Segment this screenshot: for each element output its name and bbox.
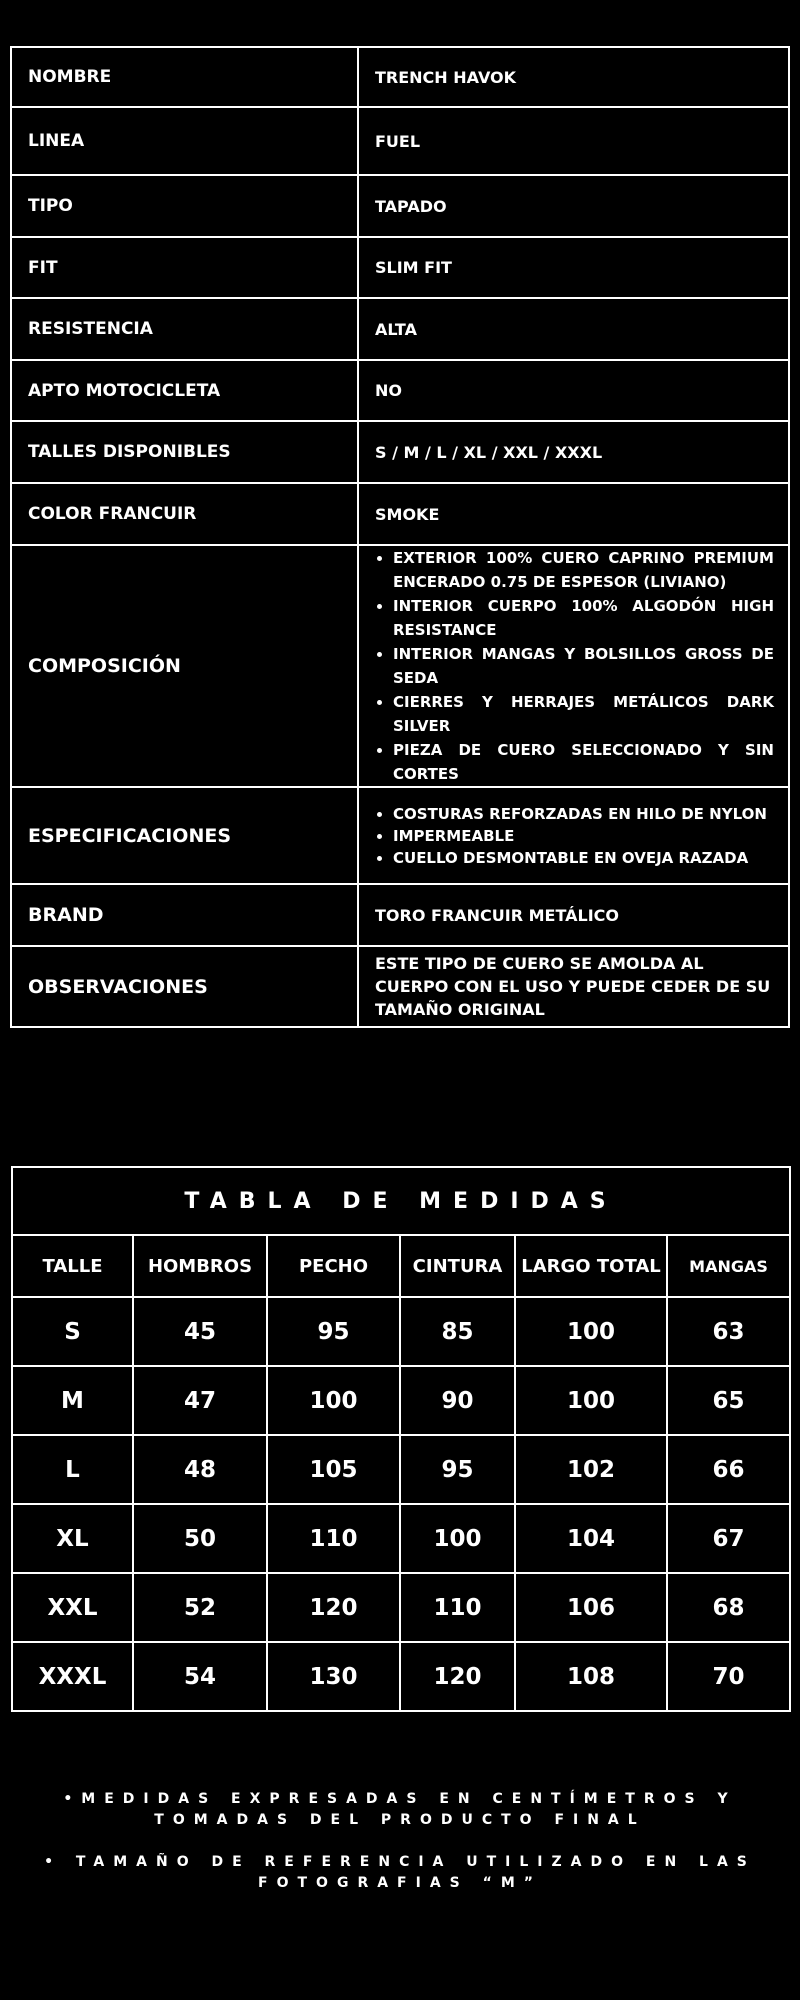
spec-row-nombre xyxy=(11,47,789,107)
list-item: • PIEZA DE CUERO SELECCIONADO Y SIN CORTES xyxy=(393,738,774,786)
table-row xyxy=(12,1504,790,1573)
spec-value: FUEL xyxy=(358,107,789,175)
spec-row-especificaciones xyxy=(11,787,789,884)
spec-value: S / M / L / XL / XXL / XXXL xyxy=(358,421,789,483)
column-header-hombros: HOMBROS xyxy=(133,1235,267,1297)
table-cell: 67 xyxy=(667,1504,790,1573)
column-header-talle: TALLE xyxy=(12,1235,133,1297)
table-row xyxy=(12,1573,790,1642)
list-item: • CIERRES Y HERRAJES METÁLICOS DARK SILVER xyxy=(393,690,774,738)
column-header-cintura: CINTURA xyxy=(400,1235,515,1297)
list-item: • INTERIOR CUERPO 100% ALGODÓN HIGH RESISTANCE xyxy=(393,594,774,642)
column-header-largo-total: LARGO TOTAL xyxy=(515,1235,667,1297)
note-reference-size: • TAMAÑO DE REFERENCIA UTILIZADO EN LAS FOTOGRAFIAS “M” xyxy=(44,1854,756,1891)
spec-row-tipo xyxy=(11,175,789,237)
table-cell: 95 xyxy=(267,1297,400,1366)
spec-row-talles xyxy=(11,421,789,483)
table-cell: 100 xyxy=(515,1297,667,1366)
composicion-list xyxy=(375,546,774,786)
table-cell: 104 xyxy=(515,1504,667,1573)
table-cell: 120 xyxy=(267,1573,400,1642)
table-row xyxy=(12,1297,790,1366)
size-cell: XXL xyxy=(12,1573,133,1642)
spec-value: TAPADO xyxy=(358,175,789,237)
spec-value: SMOKE xyxy=(358,483,789,545)
spec-label: LINEA xyxy=(11,107,358,175)
table-cell: 47 xyxy=(133,1366,267,1435)
table-cell: 120 xyxy=(400,1642,515,1711)
spec-row-apto-motocicleta xyxy=(11,360,789,421)
spec-label: NOMBRE xyxy=(11,47,358,107)
table-cell: 54 xyxy=(133,1642,267,1711)
list-item: • EXTERIOR 100% CUERO CAPRINO PREMIUM ENCERADO 0.75 DE ESPESOR (LIVIANO) xyxy=(393,546,774,594)
spec-label: RESISTENCIA xyxy=(11,298,358,360)
spec-label: TIPO xyxy=(11,175,358,237)
size-chart-table xyxy=(11,1166,791,1712)
table-cell: 85 xyxy=(400,1297,515,1366)
list-item: • INTERIOR MANGAS Y BOLSILLOS GROSS DE SEDA xyxy=(393,642,774,690)
table-row xyxy=(12,1435,790,1504)
size-cell: L xyxy=(12,1435,133,1504)
table-cell: 68 xyxy=(667,1573,790,1642)
spec-row-observaciones xyxy=(11,946,789,1027)
table-cell: 52 xyxy=(133,1573,267,1642)
especificaciones-list xyxy=(375,803,774,869)
table-cell: 130 xyxy=(267,1642,400,1711)
list-item: • IMPERMEABLE xyxy=(393,825,774,847)
table-row xyxy=(12,1642,790,1711)
size-chart-title: TABLA DE MEDIDAS xyxy=(12,1167,790,1235)
spec-value: TRENCH HAVOK xyxy=(358,47,789,107)
table-cell: 108 xyxy=(515,1642,667,1711)
spec-label: ESPECIFICACIONES xyxy=(11,787,358,884)
spec-value: ESTE TIPO DE CUERO SE AMOLDA AL CUERPO CON EL USO Y PUEDE CEDER DE SU TAMAÑO ORIGINAL xyxy=(358,946,789,1027)
table-cell: 90 xyxy=(400,1366,515,1435)
size-chart-header-row xyxy=(12,1235,790,1297)
table-cell: 65 xyxy=(667,1366,790,1435)
spec-row-fit xyxy=(11,237,789,298)
spec-value: SLIM FIT xyxy=(358,237,789,298)
spec-label: OBSERVACIONES xyxy=(11,946,358,1027)
spec-row-color xyxy=(11,483,789,545)
product-specs-table xyxy=(10,46,790,1028)
table-cell: 95 xyxy=(400,1435,515,1504)
size-cell: M xyxy=(12,1366,133,1435)
spec-label: BRAND xyxy=(11,884,358,946)
spec-label: TALLES DISPONIBLES xyxy=(11,421,358,483)
spec-row-linea xyxy=(11,107,789,175)
spec-value: ALTA xyxy=(358,298,789,360)
table-cell: 102 xyxy=(515,1435,667,1504)
table-cell: 100 xyxy=(515,1366,667,1435)
table-cell: 110 xyxy=(267,1504,400,1573)
spec-label: COLOR FRANCUIR xyxy=(11,483,358,545)
table-cell: 70 xyxy=(667,1642,790,1711)
column-header-mangas: MANGAS xyxy=(667,1235,790,1297)
spec-row-brand xyxy=(11,884,789,946)
spec-value: TORO FRANCUIR METÁLICO xyxy=(358,884,789,946)
list-item: • COSTURAS REFORZADAS EN HILO DE NYLON xyxy=(393,803,774,825)
spec-value: NO xyxy=(358,360,789,421)
table-row xyxy=(12,1366,790,1435)
table-cell: 100 xyxy=(400,1504,515,1573)
spec-row-composicion xyxy=(11,545,789,787)
spec-label: COMPOSICIÓN xyxy=(11,545,358,787)
size-cell: XL xyxy=(12,1504,133,1573)
size-cell: S xyxy=(12,1297,133,1366)
table-cell: 106 xyxy=(515,1573,667,1642)
table-cell: 63 xyxy=(667,1297,790,1366)
table-cell: 48 xyxy=(133,1435,267,1504)
spec-value xyxy=(358,787,789,884)
size-cell: XXXL xyxy=(12,1642,133,1711)
note-measurements: •MEDIDAS EXPRESADAS EN CENTÍMETROS Y TOMADAS DEL PRODUCTO FINAL xyxy=(63,1791,737,1828)
table-cell: 105 xyxy=(267,1435,400,1504)
list-item: • CUELLO DESMONTABLE EN OVEJA RAZADA xyxy=(393,847,774,869)
table-cell: 66 xyxy=(667,1435,790,1504)
column-header-pecho: PECHO xyxy=(267,1235,400,1297)
spec-label: APTO MOTOCICLETA xyxy=(11,360,358,421)
spec-label: FIT xyxy=(11,237,358,298)
table-cell: 100 xyxy=(267,1366,400,1435)
spec-value xyxy=(358,545,789,787)
table-cell: 110 xyxy=(400,1573,515,1642)
spec-row-resistencia xyxy=(11,298,789,360)
table-cell: 50 xyxy=(133,1504,267,1573)
table-cell: 45 xyxy=(133,1297,267,1366)
